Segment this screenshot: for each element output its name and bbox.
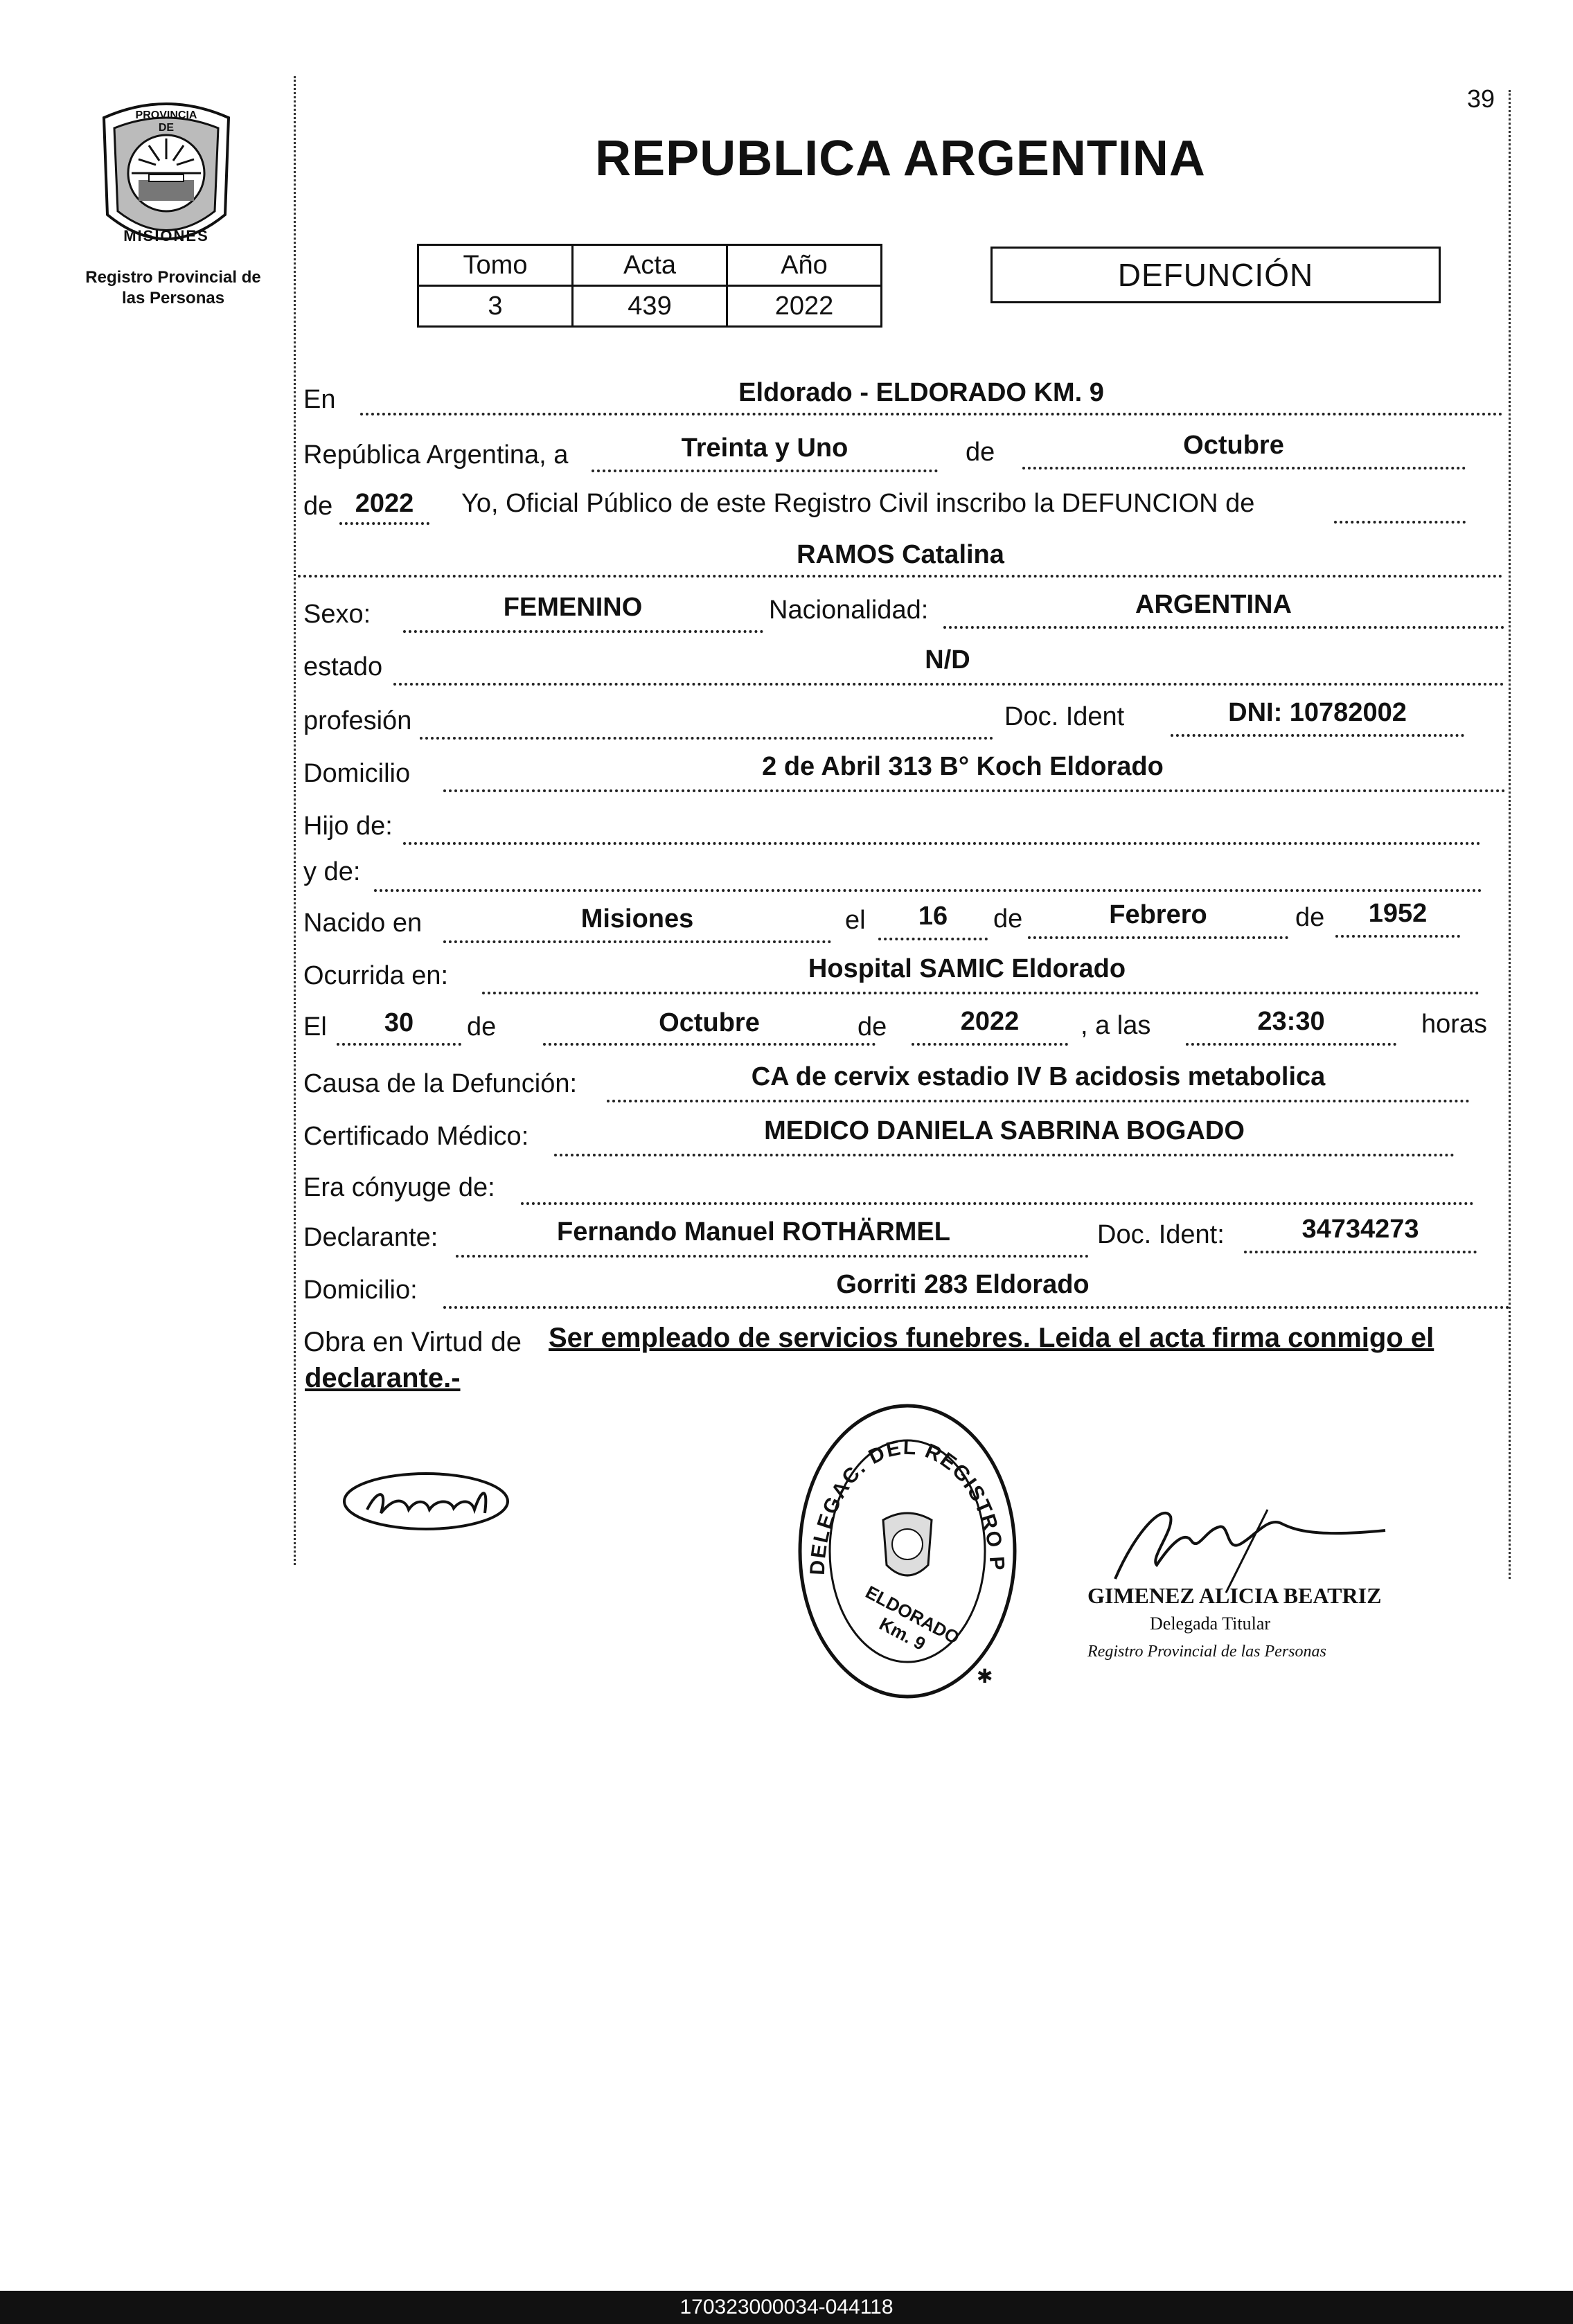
label-a-las: , a las xyxy=(1081,1011,1151,1040)
field-def-mes: Octubre xyxy=(659,1008,760,1037)
label-en: En xyxy=(303,385,336,414)
dots-conyuge xyxy=(521,1202,1474,1205)
label-horas: horas xyxy=(1421,1010,1488,1039)
field-declarante-domicilio: Gorriti 283 Eldorado xyxy=(836,1270,1090,1299)
stamp-inner-text: ELDORADO Km. 9 xyxy=(862,1581,963,1655)
label-de-nac-anio: de xyxy=(1295,903,1325,932)
label-certificado: Certificado Médico: xyxy=(303,1122,529,1151)
label-el-cap: El xyxy=(303,1012,327,1042)
label-de-anio: de xyxy=(303,492,333,521)
reference-table xyxy=(417,244,882,328)
dots-hijo-de xyxy=(403,842,1481,845)
field-nac-dia: 16 xyxy=(918,902,948,931)
document-type-box: DEFUNCIÓN xyxy=(990,247,1441,303)
field-obra-line2: declarante.- xyxy=(305,1363,461,1393)
label-declarante: Declarante: xyxy=(303,1223,438,1252)
label-de-def-mes: de xyxy=(467,1012,497,1042)
label-doc-ident-declarante: Doc. Ident: xyxy=(1097,1220,1225,1249)
dots-doc-ident xyxy=(1171,734,1464,737)
dots-nac-mes xyxy=(1028,936,1288,939)
field-lugar: Eldorado - ELDORADO KM. 9 xyxy=(738,378,1104,407)
field-mes-inscripcion: Octubre xyxy=(1183,431,1284,460)
dots-anio-inscripcion xyxy=(339,522,429,525)
dots-certificado xyxy=(554,1154,1455,1156)
dots-y-de xyxy=(374,889,1482,892)
field-declarante: Fernando Manuel ROTHÄRMEL xyxy=(557,1217,950,1246)
field-def-dia: 30 xyxy=(384,1008,414,1037)
reference-header-acta: Acta xyxy=(573,245,727,286)
dots-mes-inscripcion xyxy=(1022,467,1466,470)
official-stamp-icon xyxy=(790,1395,1025,1707)
field-estado: N/D xyxy=(925,645,970,674)
label-nacionalidad: Nacionalidad: xyxy=(769,596,929,625)
dots-nac-anio xyxy=(1335,935,1460,938)
registry-caption-line1: Registro Provincial de xyxy=(85,268,261,287)
dots-dia-inscripcion xyxy=(592,470,938,472)
label-causa: Causa de la Defunción: xyxy=(303,1069,578,1098)
label-obra: Obra en Virtud de xyxy=(303,1327,522,1357)
seal-top-text: PROVINCIA DE xyxy=(135,109,197,134)
field-causa: CA de cervix estadio IV B acidosis metabolica xyxy=(751,1062,1326,1091)
reference-header-anio: Año xyxy=(727,245,882,286)
reference-table-value-row xyxy=(418,286,882,327)
dots-estado xyxy=(393,683,1504,686)
reference-value-acta: 439 xyxy=(573,286,727,327)
label-nacido-en: Nacido en xyxy=(303,909,423,938)
dots-def-mes xyxy=(543,1043,876,1046)
field-def-anio: 2022 xyxy=(960,1007,1020,1036)
stamp-ring-text: DELEGAC. DEL REGISTRO P xyxy=(806,1436,1009,1576)
field-def-hora: 23:30 xyxy=(1257,1007,1325,1036)
dots-declarante-domicilio xyxy=(443,1306,1510,1309)
official-office: Registro Provincial de las Personas xyxy=(1087,1643,1326,1661)
label-y-de: y de: xyxy=(303,857,361,886)
svg-text:✱: ✱ xyxy=(977,1665,993,1687)
field-nacionalidad: ARGENTINA xyxy=(1135,590,1292,619)
registry-caption-line2: las Personas xyxy=(121,289,225,307)
official-name: GIMENEZ ALICIA BEATRIZ xyxy=(1087,1583,1382,1608)
label-de-nac-mes: de xyxy=(993,904,1023,933)
dots-nac-dia xyxy=(878,938,988,940)
dots-nacionalidad xyxy=(943,626,1504,629)
field-sexo: FEMENINO xyxy=(503,593,643,622)
dots-sexo xyxy=(403,630,763,633)
label-ocurrida-en: Ocurrida en: xyxy=(303,961,449,990)
dots-def-hora xyxy=(1186,1043,1396,1046)
label-de-def-anio: de xyxy=(857,1012,887,1042)
dots-def-dia xyxy=(337,1043,461,1046)
dots-nacido-en xyxy=(443,940,831,943)
reference-value-tomo: 3 xyxy=(418,286,573,327)
label-el: el xyxy=(845,906,866,935)
label-republica: República Argentina, a xyxy=(303,440,569,470)
field-doc-ident: DNI: 10782002 xyxy=(1228,698,1407,727)
province-seal xyxy=(90,97,242,256)
dots-causa xyxy=(607,1100,1470,1102)
field-declarante-doc: 34734273 xyxy=(1301,1215,1419,1244)
reference-value-anio: 2022 xyxy=(727,286,882,327)
official-stamp xyxy=(790,1395,1025,1707)
label-conyuge: Era cónyuge de: xyxy=(303,1173,495,1202)
dots-profesion xyxy=(420,737,993,740)
dots-declarante-doc xyxy=(1244,1251,1477,1253)
page-title: REPUBLICA ARGENTINA xyxy=(595,131,1206,186)
seal-bottom-text: MISIONES xyxy=(123,227,209,244)
label-domicilio: Domicilio xyxy=(303,759,411,788)
field-domicilio: 2 de Abril 313 B° Koch Eldorado xyxy=(762,752,1164,781)
official-role: Delegada Titular xyxy=(1150,1614,1271,1634)
field-nac-anio: 1952 xyxy=(1368,899,1428,928)
declarant-signature-icon xyxy=(339,1461,519,1537)
dots-lugar xyxy=(360,413,1503,415)
reference-header-tomo: Tomo xyxy=(418,245,573,286)
reference-table-header-row xyxy=(418,245,882,286)
field-obra-line1: Ser empleado de servicios funebres. Leida el acta firma conmigo el xyxy=(549,1323,1434,1353)
field-nacido-en: Misiones xyxy=(580,904,694,933)
footer-code: 170323000034-044118 xyxy=(0,2291,1573,2324)
label-sexo: Sexo: xyxy=(303,600,371,629)
field-nac-mes: Febrero xyxy=(1109,900,1207,929)
label-domicilio-declarante: Domicilio: xyxy=(303,1276,418,1305)
field-ocurrida-en: Hospital SAMIC Eldorado xyxy=(808,954,1126,983)
field-dia-inscripcion: Treinta y Uno xyxy=(681,433,848,463)
dots-inscribo-tail xyxy=(1334,521,1466,524)
label-inscribo: Yo, Oficial Público de este Registro Civil inscribo la DEFUNCION de xyxy=(461,489,1255,518)
field-certificado: MEDICO DANIELA SABRINA BOGADO xyxy=(764,1116,1245,1145)
left-margin-rule xyxy=(294,76,296,1565)
dots-nombre xyxy=(298,575,1503,578)
label-estado: estado xyxy=(303,652,383,681)
field-anio-inscripcion: 2022 xyxy=(355,489,414,518)
dots-ocurrida-en xyxy=(482,992,1479,994)
dots-domicilio xyxy=(443,789,1506,792)
field-nombre: RAMOS Catalina xyxy=(797,540,1004,569)
registry-caption xyxy=(69,267,277,309)
page-number: 39 xyxy=(1467,84,1495,113)
dots-declarante xyxy=(456,1255,1089,1258)
declarant-signature xyxy=(339,1461,519,1537)
label-profesion: profesión xyxy=(303,706,412,735)
label-doc-ident: Doc. Ident xyxy=(1004,702,1125,731)
label-de-mes: de xyxy=(966,438,995,467)
dots-def-anio xyxy=(912,1043,1068,1046)
label-hijo-de: Hijo de: xyxy=(303,812,393,841)
right-margin-rule xyxy=(1509,90,1511,1579)
